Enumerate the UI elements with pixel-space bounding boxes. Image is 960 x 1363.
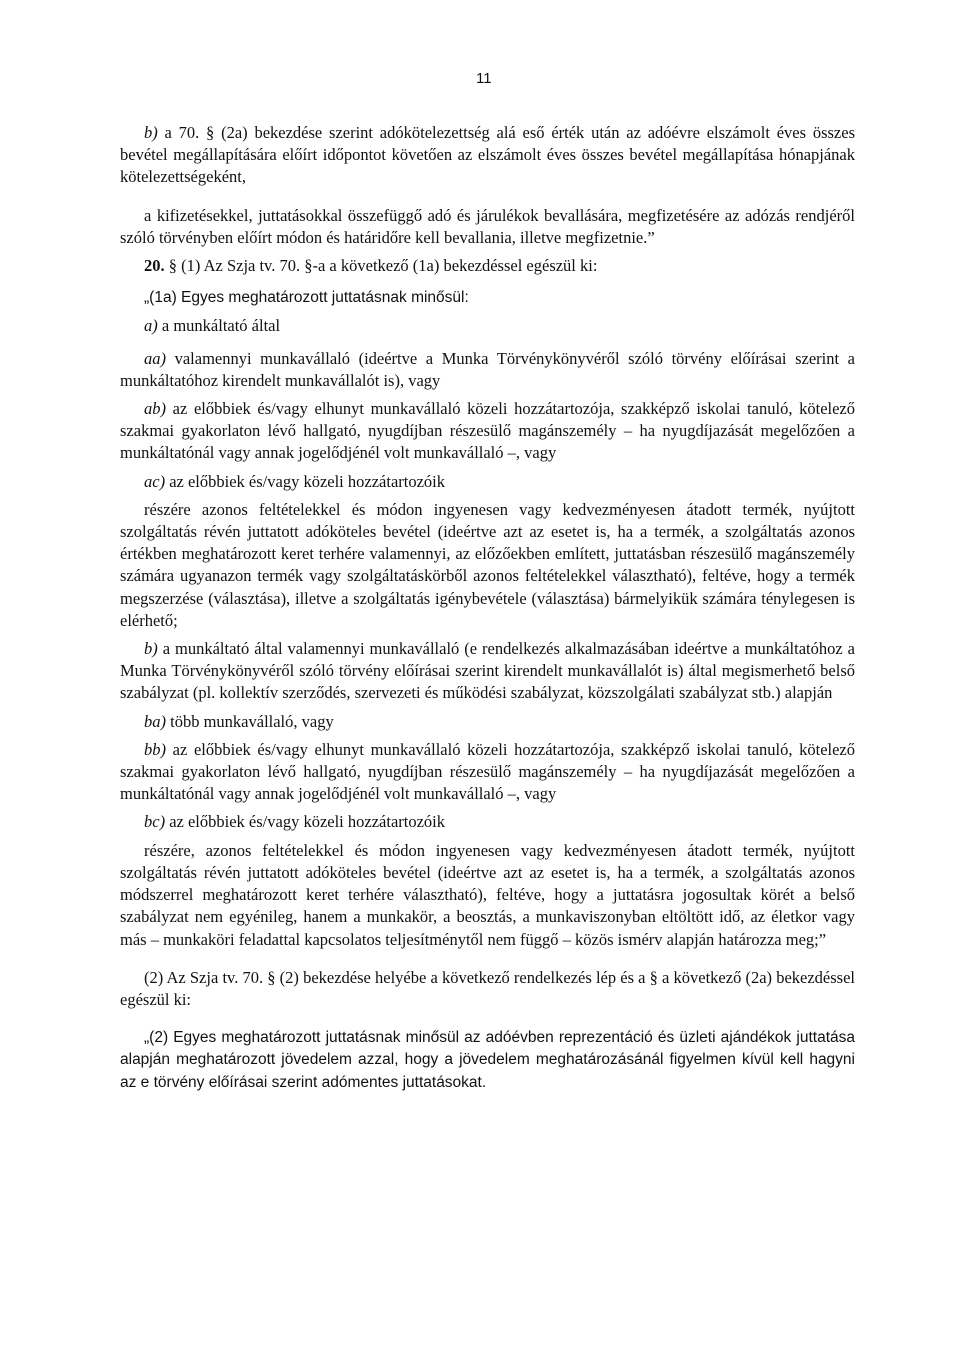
paragraph-b-deadline xyxy=(120,122,855,189)
document-body xyxy=(120,122,855,1094)
item-label: bb) xyxy=(144,739,166,759)
section-text: § (1) Az Szja tv. 70. §-a a következő (1a) bekezdéssel egészül ki: xyxy=(164,256,598,276)
paragraph-a-conditions: részére azonos feltételekkel és módon ingyenesen vagy kedvezményesen átadott termék, nyújtott szolgáltatás révén juttatott adóköteles bevétel (ideértve azt az esetet is, ha a termék, a szolgáltatás azonos értékben meghatározott keret terhére valamennyi, az előzőekben említett, juttatásban részesülő magánszemély számára ugyanazon termék vagy szolgáltatáskörből azonos feltételekkel választható), feltéve, hogy a termék megszerzése (választása), illetve a szolgáltatás igénybevétele (választása) bármelyikük számára ténylegesen is elérhető; xyxy=(120,499,855,630)
section-20-paragraph-2: (2) Az Szja tv. 70. § (2) bekezdése helyébe a következő rendelkezés lép és a § a következő (2a) bekezdéssel egészül ki: xyxy=(120,967,855,1009)
item-bc xyxy=(120,811,855,833)
item-label: b) xyxy=(144,123,158,142)
item-ac xyxy=(120,471,855,493)
page-number: 11 xyxy=(476,70,492,87)
item-b xyxy=(120,638,855,705)
item-ba xyxy=(120,711,855,733)
item-text: valamennyi munkavállaló (ideértve a Munka Törvénykönyvéről szóló törvény előírásai szerint a munkáltatóhoz kirendelt munkavállalót is), vagy xyxy=(120,348,855,390)
paragraph-2-text: „(2) Egyes meghatározott juttatásnak minősül az adóévben reprezentáció és üzleti ajándékok juttatása alapján meghatározott jövedelem azzal, hogy a jövedelem meghatározásánál figyelmen kívül kell hagyni az e törvény előírásai szerint adómentes juttatásokat. xyxy=(120,1029,855,1091)
item-text: az előbbiek és/vagy elhunyt munkavállaló közeli hozzátartozója, szakképző iskolai tanuló, kötelező szakmai gyakorlaton lévő hallgató, nyugdíjban részesülő magánszemély – ha nyugdíjazását megelőzően a munkáltatónál vagy annak jogelődjénél volt munkavállaló –, vagy xyxy=(120,399,855,463)
item-text: a munkáltató által valamennyi munkavállaló (e rendelkezés alkalmazásában ideértve a munkáltatóhoz a Munka Törvénykönyvéről szóló törvény előírásai szerint kirendelt munkavállalót is) által megismerhető belső szabályzat (pl. kollektív szerződés, szervezeti és működési szabályzat, közszolgálati szabályzat stb.) alapján xyxy=(120,639,855,703)
item-text: az előbbiek és/vagy elhunyt munkavállaló közeli hozzátartozója, szakképző iskolai tanuló, kötelező szakmai gyakorlaton lévő hallgató, nyugdíjban részesülő magánszemély – ha nyugdíjazását megelőzően a munkáltatónál vagy annak jogelődjénél volt munkavállaló –, vagy xyxy=(120,739,855,804)
item-label: a) xyxy=(144,316,158,336)
item-label: ac) xyxy=(144,471,166,491)
item-ab xyxy=(120,398,855,465)
item-a xyxy=(120,315,855,337)
item-text: a munkáltató által xyxy=(157,316,281,336)
paragraph-text: a 70. § (2a) bekezdése szerint adókötelezettség alá eső érték után az adóévre elszámolt éves összes bevétel megállapítására előírt időpontot követően az elszámolt éves összes bevétel megállapítása hónapjának kötelezettségeként, xyxy=(120,123,855,187)
item-aa xyxy=(120,348,855,392)
item-text: az előbbiek és/vagy közeli hozzátartozóik xyxy=(165,471,445,491)
item-label: bc) xyxy=(144,812,166,832)
item-label: ba) xyxy=(144,711,166,731)
item-bb xyxy=(120,739,855,806)
paragraph-tax-return: a kifizetésekkel, juttatásokkal összefüggő adó és járulékok bevallására, megfizetésére az adózás rendjéről szóló törvényben előírt módon és határidőre kell bevallania, illetve megfizetnie.” xyxy=(120,205,855,247)
item-text: az előbbiek és/vagy közeli hozzátartozóik xyxy=(165,812,445,832)
paragraph-1a-heading: „(1a) Egyes meghatározott juttatásnak minősül: xyxy=(144,289,469,307)
item-label: aa) xyxy=(144,348,166,368)
item-label: b) xyxy=(144,639,158,659)
item-text: több munkavállaló, vagy xyxy=(166,711,334,731)
item-label: ab) xyxy=(144,399,166,419)
section-20-intro xyxy=(120,255,855,277)
section-number: 20. xyxy=(144,256,165,276)
paragraph-b-conditions: részére, azonos feltételekkel és módon ingyenesen vagy kedvezményesen átadott termék, nyújtott szolgáltatás révén juttatott adóköteles bevétel (ideértve azt az esetet is, ha a termék, a szolgáltatás azonos módszerrel meghatározott keret terhére választható), feltéve, hogy a juttatásra jogosultak körét a belső szabályzat nem egyénileg, hanem a munkakör, a beosztás, a munkaviszonyban eltöltött idő, az életkor vagy más – munkaköri feladattal kapcsolatos teljesítménytől nem függő – közös ismérv alapján határozza meg;” xyxy=(120,840,855,949)
